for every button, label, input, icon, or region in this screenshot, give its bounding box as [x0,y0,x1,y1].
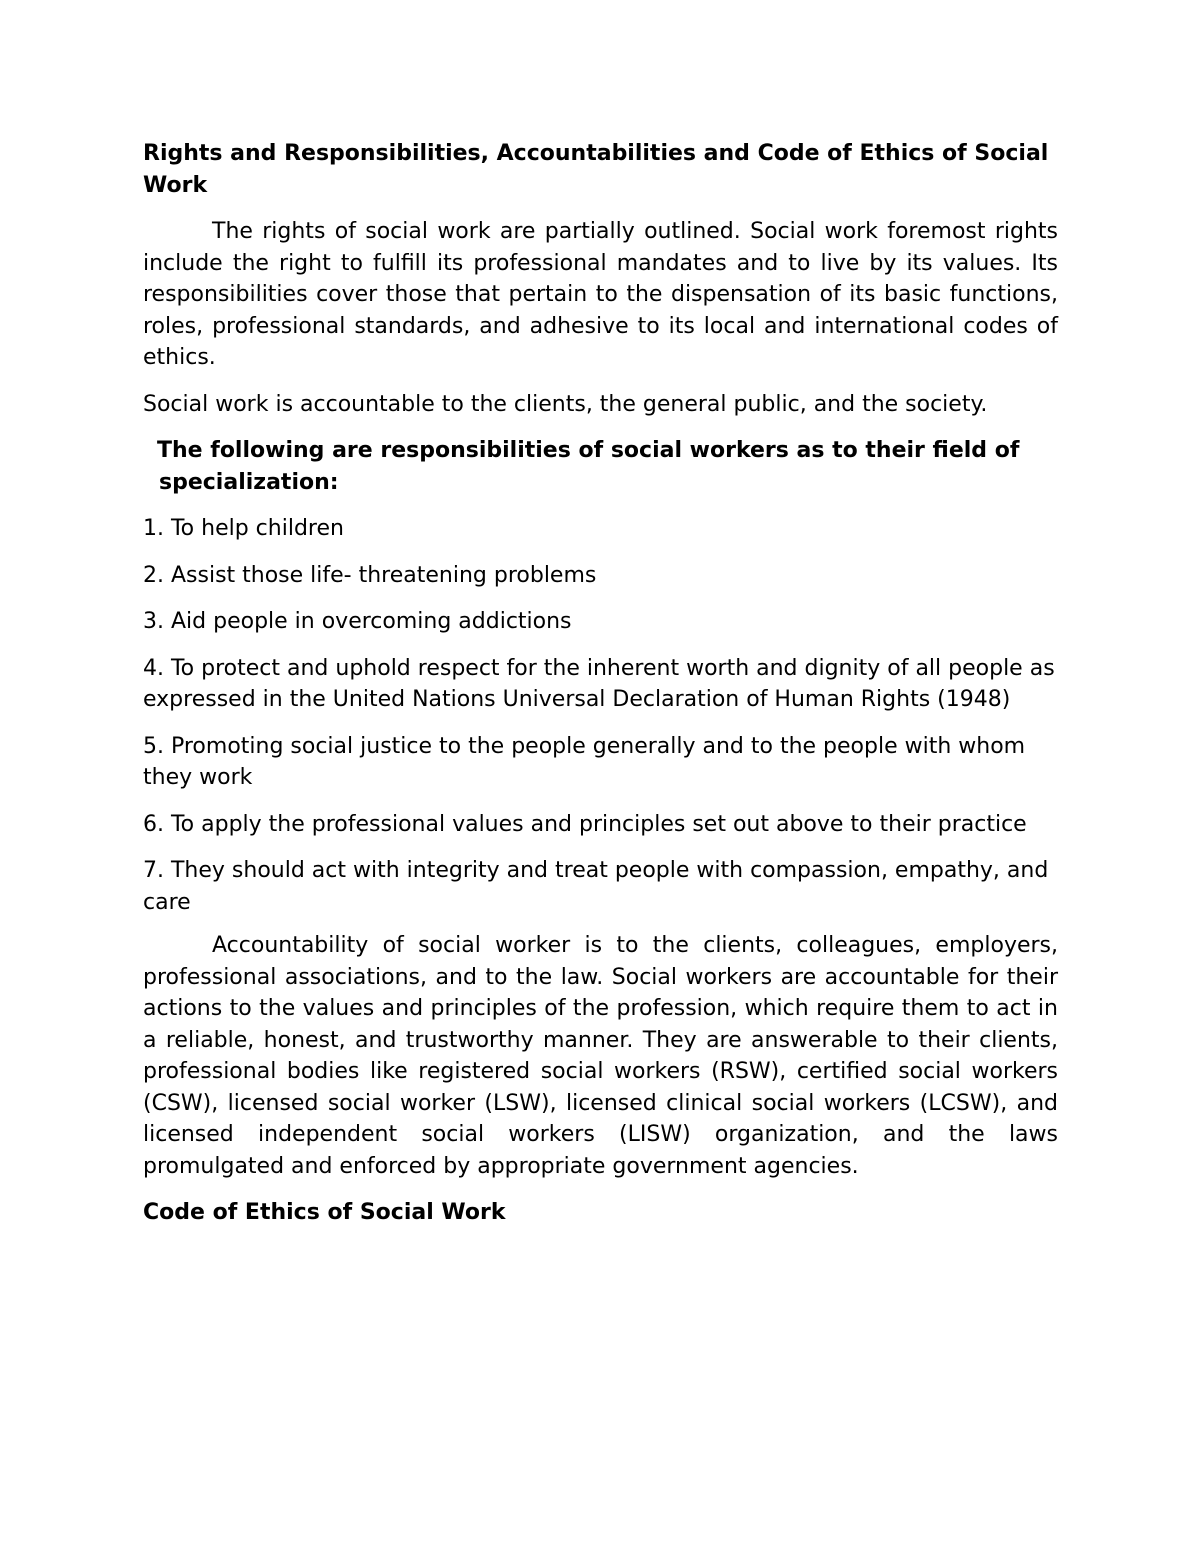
intro-paragraph: The rights of social work are partially outlined. Social work foremost rights include the right to fulfill its professional mandates and to live by its values. Its responsibilities cover those that pertain to the dispensation of its basic functions, roles, professional standards, and adhesive to its local and international codes of ethics. [143,219,1058,370]
list-item: 6. To apply the professional values and principles set out above to their practice [143,811,1027,837]
accountability-statement: Social work is accountable to the clients, the general public, and the society. [143,391,988,417]
code-of-ethics-heading: Code of Ethics of Social Work [143,1200,506,1225]
list-item: 7. They should act with integrity and treat people with compassion, empathy, and care [143,858,1049,915]
responsibilities-list [143,513,1058,918]
list-item: 5. Promoting social justice to the people generally and to the people with whom they work [143,733,1026,790]
list-item: 4. To protect and uphold respect for the inherent worth and dignity of all people as expressed in the United Nations Universal Declaration of Human Rights (1948) [143,655,1055,712]
list-item: 2. Assist those life- threatening problems [143,562,597,588]
list-item: 1. To help children [143,516,344,541]
responsibilities-heading [143,435,1058,498]
list-item: 3. Aid people in overcoming addictions [143,609,572,634]
document-title: Rights and Responsibilities, Accountabilities and Code of Ethics of Social Work [143,141,1049,198]
accountability-paragraph: Accountability of social worker is to the clients, colleagues, employers, professional associations, and to the law. Social workers are accountable for their actions to the values and principles of the profession, which require them to act in a reliable, honest, and trustworthy manner. They are answerable to their clients, professional bodies like registered social workers (RSW), certified social workers (CSW), licensed social worker (LSW), licensed clinical social workers (LCSW), and licensed independent social workers (LISW) organization, and the laws promulgated and enforced by appropriate government agencies. [143,933,1058,1179]
responsibilities-heading-text: The following are responsibilities of social workers as to their field of specialization: [157,438,1020,495]
document-page [143,138,1058,1229]
